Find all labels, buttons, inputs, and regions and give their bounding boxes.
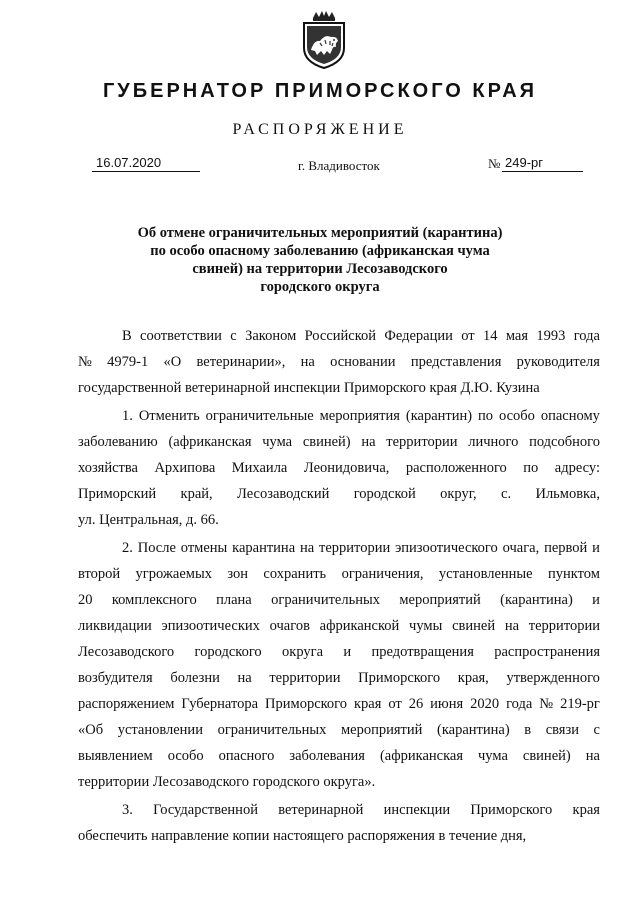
paragraph-line: 20 комплексного плана ограничительных мероприятий (карантина) и xyxy=(78,592,600,608)
paragraph-line: распоряжением Губернатора Приморского края от 26 июня 2020 года № 219-рг xyxy=(78,696,600,712)
document-date: 16.07.2020 xyxy=(92,155,200,172)
paragraph-line: второй угрожаемых зон сохранить ограничения, установленные пунктом xyxy=(78,566,600,582)
document-type: РАСПОРЯЖЕНИЕ xyxy=(232,121,408,138)
paragraph-line: № 4979-1 «О ветеринарии», на основании представления руководителя xyxy=(78,354,600,370)
heading-line: городского округа xyxy=(260,279,380,295)
paragraph-line: ликвидации эпизоотических очагов африканской чумы свиней на территории xyxy=(78,618,600,634)
paragraph-line: Приморский край, Лесозаводский городской округ, с. Ильмовка, xyxy=(78,486,600,502)
paragraph-line: государственной ветеринарной инспекции Приморского края Д.Ю. Кузина xyxy=(78,380,540,396)
paragraph-line: В соответствии с Законом Российской Федерации от 14 мая 1993 года xyxy=(122,328,600,344)
paragraph-line: 2. После отмены карантина на территории эпизоотического очага, первой и xyxy=(122,540,600,556)
paragraph-line: ул. Центральная, д. 66. xyxy=(78,512,219,528)
document-number: 249-рг xyxy=(502,155,583,172)
paragraph-line: заболеванию (африканская чума свиней) на территории личного подсобного xyxy=(78,434,600,450)
paragraph-line: хозяйства Архипова Михаила Леонидовича, расположенного по адресу: xyxy=(78,460,600,476)
paragraph-line: возбудителя болезни на территории Приморского края, утвержденного xyxy=(78,670,600,686)
paragraph-line: 3. Государственной ветеринарной инспекции Приморского края xyxy=(122,802,600,818)
paragraph-line: выявлением особо опасного заболевания (африканская чума свиней) на xyxy=(78,748,600,764)
document-title: ГУБЕРНАТОР ПРИМОРСКОГО КРАЯ xyxy=(102,80,538,102)
heading-line: по особо опасному заболеванию (африканская чума xyxy=(150,243,490,259)
heading-line: свиней) на территории Лесозаводского xyxy=(192,261,448,277)
paragraph xyxy=(78,323,600,401)
document-city: г. Владивосток xyxy=(298,158,380,173)
paragraph-line: «Об установлении ограничительных мероприятий (карантина) в связи с xyxy=(78,722,600,738)
paragraph-line: 1. Отменить ограничительные мероприятия (карантин) по особо опасному xyxy=(122,408,600,424)
paragraph-line: территории Лесозаводского городского округа». xyxy=(78,774,376,790)
paragraph xyxy=(78,535,600,795)
paragraph-line: Лесозаводского городского округа и предотвращения распространения xyxy=(78,644,600,660)
document-number-label: № xyxy=(488,156,501,171)
paragraph xyxy=(78,403,600,533)
paragraph-line: обеспечить направление копии настоящего распоряжения в течение дня, xyxy=(78,828,527,844)
document-body xyxy=(78,323,600,849)
heading-line: Об отмене ограничительных мероприятий (карантина) xyxy=(137,225,503,241)
document-heading xyxy=(120,224,520,296)
coat-of-arms-emblem xyxy=(300,10,348,70)
paragraph xyxy=(78,797,600,849)
